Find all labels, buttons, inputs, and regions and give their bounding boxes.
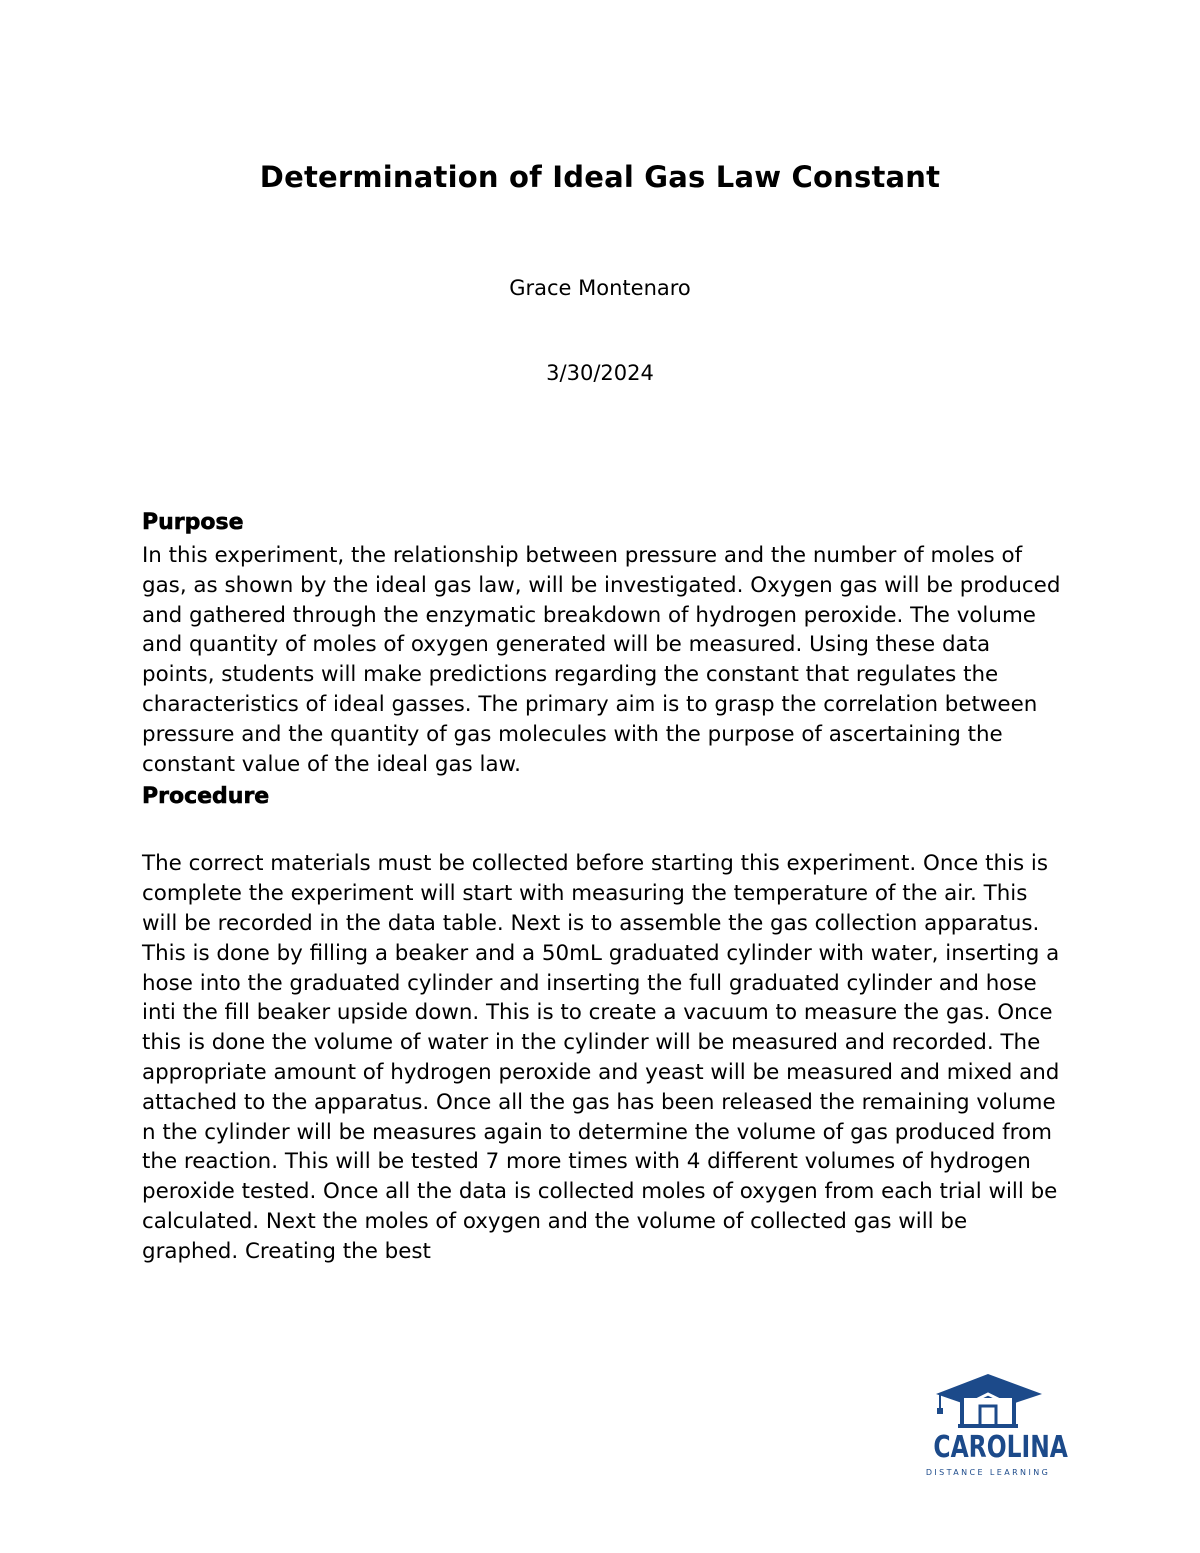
document-body xyxy=(142,505,1067,1267)
author-name: Grace Montenaro xyxy=(509,276,691,300)
document-title: Determination of Ideal Gas Law Constant xyxy=(259,160,941,194)
procedure-section xyxy=(142,779,1067,1266)
logo-wordmark: CAROLINA xyxy=(933,1430,1068,1465)
carolina-logo xyxy=(918,1372,1068,1484)
document-date: 3/30/2024 xyxy=(546,361,654,385)
purpose-heading: Purpose xyxy=(142,510,244,535)
procedure-heading: Procedure xyxy=(142,784,270,810)
house-graduation-cap-icon xyxy=(918,1372,1058,1430)
logo-tagline: DISTANCE LEARNING xyxy=(925,1468,1051,1477)
procedure-paragraph: The correct materials must be collected before starting this experiment. Once this is complete the experiment will start with measuring the temperature of the air. This will be recorded in the data table. Next is to assemble the gas collection apparatus. This is done by filling a beaker and a 50mL graduated cylinder with water, inserting a hose into the graduated cylinder and inserting the full graduated cylinder and hose inti the fill beaker upside down. This is to create a vacuum to measure the gas. Once this is done the volume of water in the cylinder will be measured and recorded. The appropriate amount of hydrogen peroxide and yeast will be measured and mixed and attached to the apparatus. Once all the gas has been released the remaining volume n the cylinder will be measures again to determine the volume of gas produced from the reaction. This will be tested 7 more times with 4 different volumes of hydrogen peroxide tested. Once all the data is collected moles of oxygen from each trial will be calculated. Next the moles of oxygen and the volume of collected gas will be graphed. Creating the best xyxy=(142,851,1060,1264)
purpose-section xyxy=(142,505,1067,779)
purpose-paragraph: In this experiment, the relationship between pressure and the number of moles of gas, as shown by the ideal gas law, will be investigated. Oxygen gas will be produced and gathered through the enzymatic breakdown of hydrogen peroxide. The volume and quantity of moles of oxygen generated will be measured. Using these data points, students will make predictions regarding the constant that regulates the characteristics of ideal gasses. The primary aim is to grasp the correlation between pressure and the quantity of gas molecules with the purpose of ascertaining the constant value of the ideal gas law. xyxy=(142,543,1061,777)
